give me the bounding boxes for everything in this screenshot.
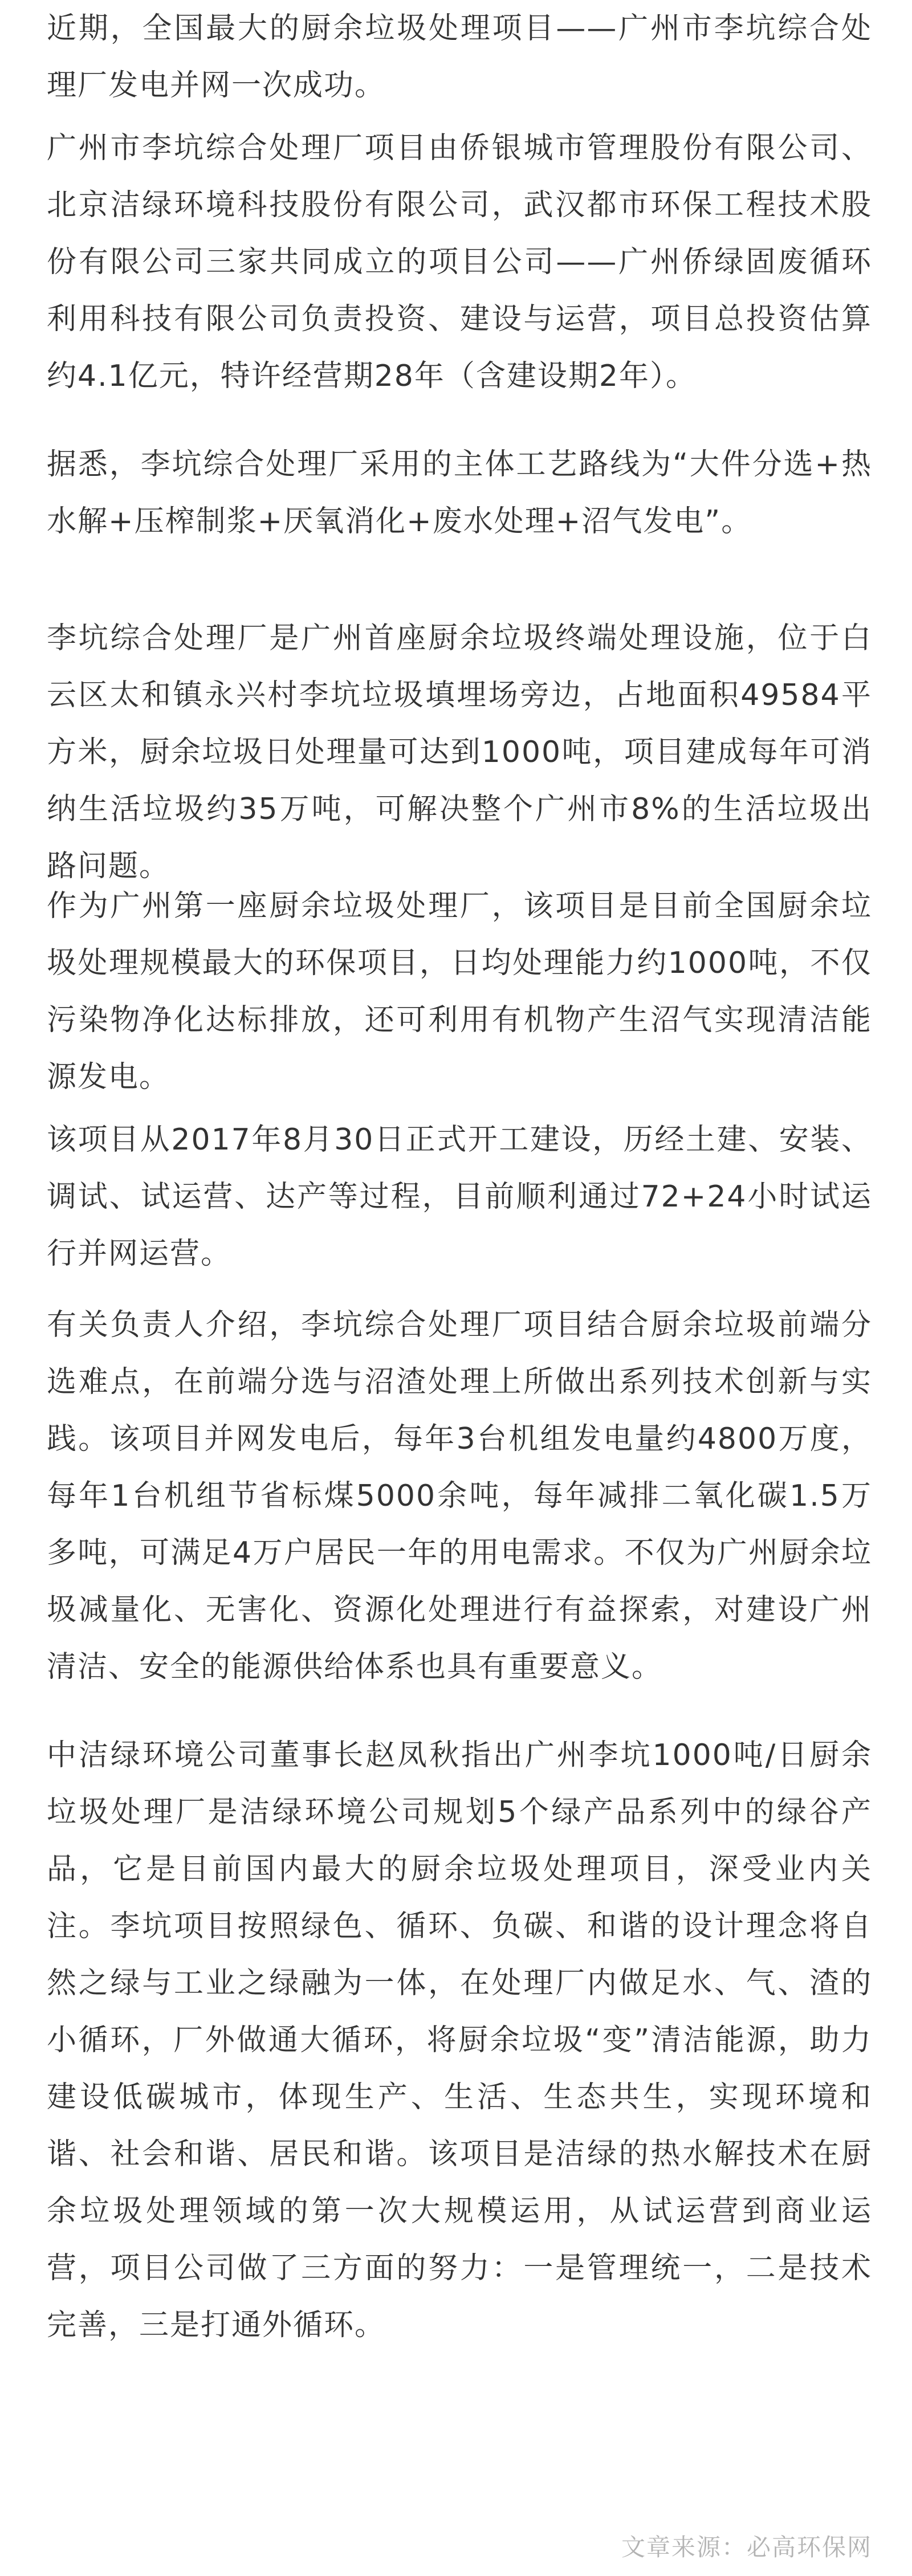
paragraph-power-generation: 有关负责人介绍，李坑综合处理厂项目结合厨余垃圾前端分选难点，在前端分选与沼渣处理上所做出系列技术创新与实践。该项目并网发电后，每年3台机组发电量约4800万度，每年1台机组节省标煤5000余吨，每年减排二氧化碳1.5万多吨，可满足4万户居民一年的用电需求。不仅为广州厨余垃圾减量化、无害化、资源化处理进行有益探索，对建设广州清洁、安全的能源供给体系也具有重要意义。 <box>47 1308 872 1684</box>
paragraph-largest-project: 作为广州第一座厨余垃圾处理厂，该项目是目前全国厨余垃圾处理规模最大的环保项目，日均处理能力约1000吨，不仅污染物净化达标排放，还可利用有机物产生沼气实现清洁能源发电。 <box>47 889 872 1094</box>
paragraph-process-route: 据悉，李坑综合处理厂采用的主体工艺路线为“大件分选+热水解+压榨制浆+厌氧消化+废水处理+沼气发电”。 <box>47 447 872 539</box>
paragraph-investors: 广州市李坑综合处理厂项目由侨银城市管理股份有限公司、北京洁绿环境科技股份有限公司，武汉都市环保工程技术股份有限公司三家共同成立的项目公司——广州侨绿固废循环利用科技有限公司负责投资、建设与运营，项目总投资估算约4.1亿元，特许经营期28年（含建设期2年）。 <box>47 131 872 393</box>
paragraph-intro: 近期，全国最大的厨余垃圾处理项目——广州市李坑综合处理厂发电并网一次成功。 <box>47 11 872 103</box>
paragraph-facility-location: 李坑综合处理厂是广州首座厨余垃圾终端处理设施，位于白云区太和镇永兴村李坑垃圾填埋场旁边，占地面积49584平方米，厨余垃圾日处理量可达到1000吨，项目建成每年可消纳生活垃圾约35万吨，可解决整个广州市8%的生活垃圾出路问题。 <box>47 621 872 883</box>
paragraph-construction-timeline: 该项目从2017年8月30日正式开工建设，历经土建、安装、调试、试运营、达产等过程，目前顺利通过72+24小时试运行并网运营。 <box>47 1123 872 1271</box>
article-source: 文章来源：必高环保网 <box>621 2533 872 2561</box>
paragraph-chairman-remarks: 中洁绿环境公司董事长赵凤秋指出广州李坑1000吨/日厨余垃圾处理厂是洁绿环境公司规划5个绿产品系列中的绿谷产品，它是目前国内最大的厨余垃圾处理项目，深受业内关注。李坑项目按照绿色、循环、负碳、和谐的设计理念将自然之绿与工业之绿融为一体，在处理厂内做足水、气、渣的小循环，厂外做通大循环，将厨余垃圾“变”清洁能源，助力建设低碳城市，体现生产、生活、生态共生，实现环境和谐、社会和谐、居民和谐。该项目是洁绿的热水解技术在厨余垃圾处理领域的第一次大规模运用，从试运营到商业运营，项目公司做了三方面的努力：一是管理统一，二是技术完善，三是打通外循环。 <box>47 1738 872 2342</box>
